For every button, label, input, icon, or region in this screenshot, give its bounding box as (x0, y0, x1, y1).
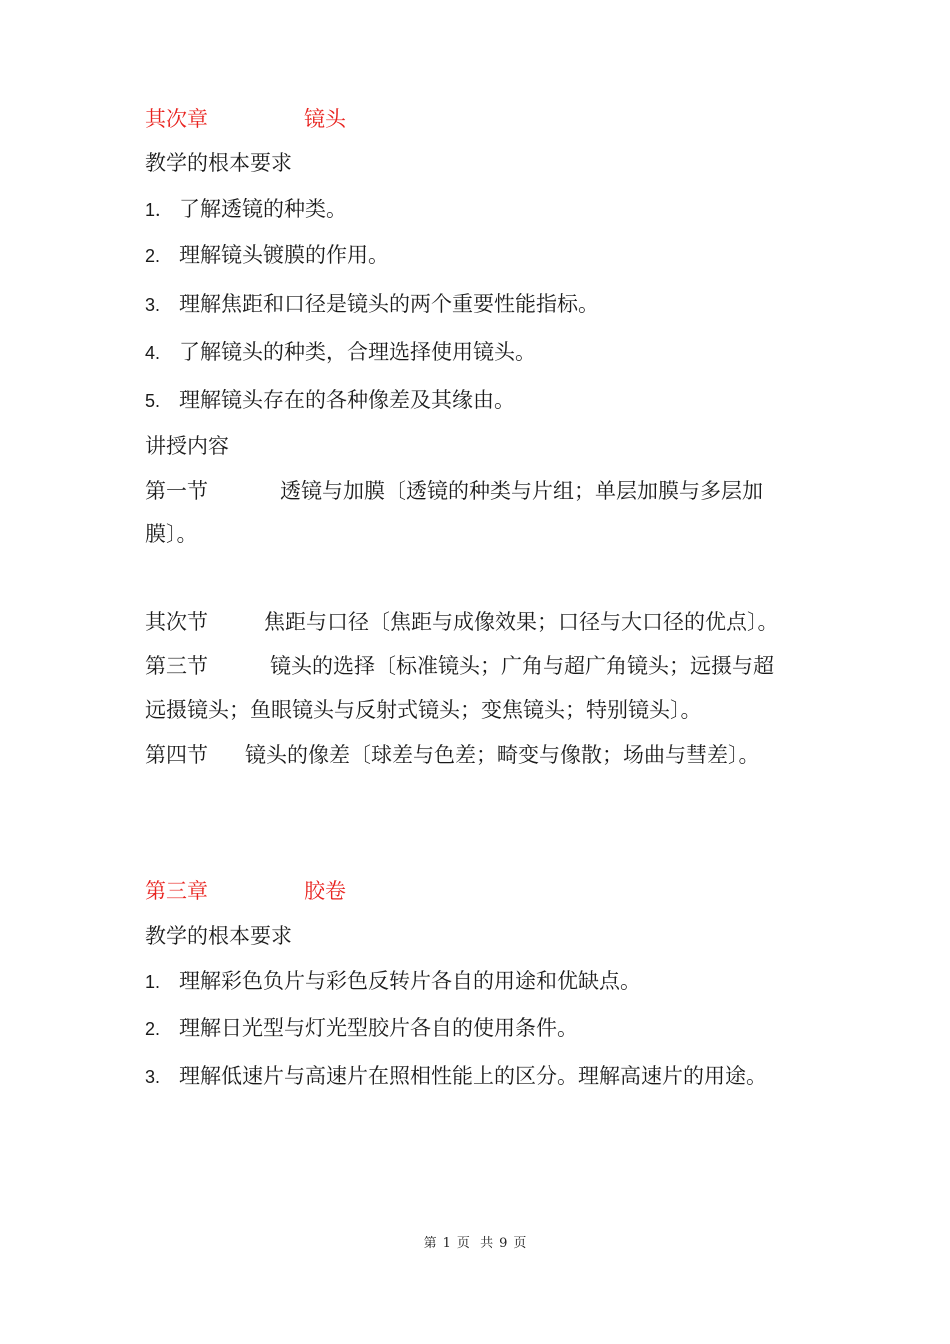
list-item (145, 966, 641, 997)
section-text: 镜头的像差〔球差与色差；畸变与像散；场曲与彗差〕。 (245, 743, 760, 767)
section-continuation: 膜〕。 (145, 522, 198, 546)
section-line (145, 740, 760, 770)
list-item (145, 1061, 767, 1092)
list-text: 理解低速片与高速片在照相性能上的区分。理解高速片的用途。 (179, 1064, 767, 1088)
section-label: 其次节 (145, 610, 208, 634)
list-item (145, 1013, 578, 1044)
chapter-heading (145, 104, 346, 134)
section-text: 焦距与口径〔焦距与成像效果；口径与大口径的优点〕。 (264, 610, 779, 634)
list-number: 2. (145, 1019, 161, 1039)
page-footer (0, 1232, 950, 1251)
footer-total-word: 共 (480, 1236, 494, 1251)
list-text: 理解彩色负片与彩色反转片各自的用途和优缺点。 (179, 969, 641, 993)
requirements-title: 教学的根本要求 (145, 924, 292, 948)
footer-total-number: 9 (499, 1236, 508, 1251)
list-number: 1． (145, 200, 174, 220)
list-number: 5. (145, 391, 161, 411)
list-number: 2. (145, 246, 161, 266)
chapter-title: 胶卷 (304, 879, 346, 903)
list-item (145, 337, 536, 368)
footer-page-number: 1 (442, 1236, 451, 1251)
section-label: 第四节 (145, 743, 208, 767)
section-continuation: 远摄镜头；鱼眼镜头与反射式镜头；变焦镜头；特别镜头〕。 (145, 698, 702, 722)
section-label: 第一节 (145, 479, 208, 503)
list-item (145, 385, 515, 416)
chapter-number: 其次章 (145, 107, 208, 131)
list-text: 了解镜头的种类，合理选择使用镜头。 (179, 340, 536, 364)
list-text: 理解日光型与灯光型胶片各自的使用条件。 (179, 1016, 578, 1040)
list-text: 理解镜头存在的各种像差及其缘由。 (179, 388, 515, 412)
list-number: 4. (145, 343, 161, 363)
chapter-title: 镜头 (304, 107, 346, 131)
footer-page-word: 第 (423, 1236, 437, 1251)
list-number: 3. (145, 295, 161, 315)
section-line (145, 476, 763, 506)
footer-page-unit: 页 (456, 1236, 470, 1251)
content-title: 讲授内容 (145, 434, 229, 458)
footer-total-unit: 页 (513, 1236, 527, 1251)
section-text: 透镜与加膜〔透镜的种类与片组；单层加膜与多层加 (280, 479, 763, 503)
section-label: 第三节 (145, 654, 208, 678)
section-line (145, 607, 779, 637)
chapter-number: 第三章 (145, 879, 208, 903)
list-text: 理解镜头镀膜的作用。 (179, 243, 389, 267)
requirements-title: 教学的根本要求 (145, 151, 292, 175)
list-item (145, 240, 389, 271)
chapter-heading (145, 876, 346, 906)
list-number: 1. (145, 972, 161, 992)
list-number: 3. (145, 1067, 161, 1087)
list-item (145, 194, 347, 225)
list-item (145, 289, 599, 320)
section-line (145, 651, 774, 681)
list-text: 理解焦距和口径是镜头的两个重要性能指标。 (179, 292, 599, 316)
section-text: 镜头的选择〔标准镜头；广角与超广角镜头；远摄与超 (270, 654, 774, 678)
list-text: 了解透镜的种类。 (179, 197, 347, 221)
